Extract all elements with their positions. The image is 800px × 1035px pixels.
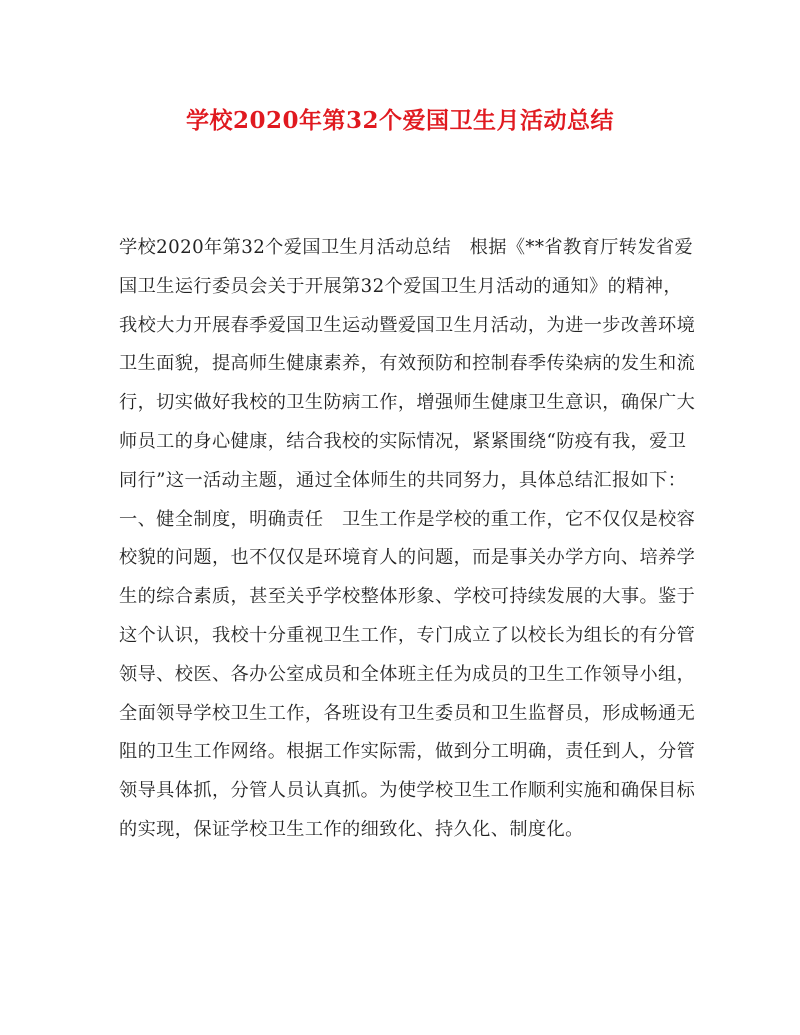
- body-line: 我校大力开展春季爱国卫生运动暨爱国卫生月活动，为进一步改善环境: [119, 314, 696, 336]
- document-title: 学校2020年第32个爱国卫生月活动总结: [185, 107, 615, 134]
- body-line: 全面领导学校卫生工作，各班设有卫生委员和卫生监督员，形成畅通无: [119, 702, 696, 724]
- body-line: 这个认识，我校十分重视卫生工作，专门成立了以校长为组长的有分管: [119, 624, 696, 646]
- body-line: 领导、校医、各办公室成员和全体班主任为成员的卫生工作领导小组，: [119, 663, 696, 685]
- body-line: 国卫生运行委员会关于开展第32个爱国卫生月活动的通知》的精神，: [119, 275, 682, 297]
- document-body: [119, 229, 719, 850]
- body-line: 阻的卫生工作网络。根据工作实际需，做到分工明确，责任到人，分管: [119, 741, 696, 763]
- body-line: 一、健全制度，明确责任 卫生工作是学校的重工作，它不仅仅是校容: [119, 508, 696, 530]
- body-line: 生的综合素质，甚至关乎学校整体形象、学校可持续发展的大事。鉴于: [119, 586, 696, 608]
- body-line: 同行”这一活动主题，通过全体师生的共同努力，具体总结汇报如下：: [119, 469, 687, 491]
- body-line: 行，切实做好我校的卫生防病工作，增强师生健康卫生意识，确保广大: [119, 392, 696, 414]
- body-line: 卫生面貌，提高师生健康素养，有效预防和控制春季传染病的发生和流: [119, 353, 696, 375]
- body-line: 学校2020年第32个爱国卫生月活动总结 根据《**省教育厅转发省爱: [119, 237, 694, 258]
- body-line: 师员工的身心健康，结合我校的实际情况，紧紧围绕“防疫有我，爱卫: [119, 430, 687, 452]
- body-line: 领导具体抓，分管人员认真抓。为使学校卫生工作顺利实施和确保目标: [119, 780, 696, 802]
- body-line: 的实现，保证学校卫生工作的细致化、持久化、制度化。: [119, 818, 584, 840]
- body-line: 校貌的问题，也不仅仅是环境育人的问题，而是事关办学方向、培养学: [119, 547, 696, 569]
